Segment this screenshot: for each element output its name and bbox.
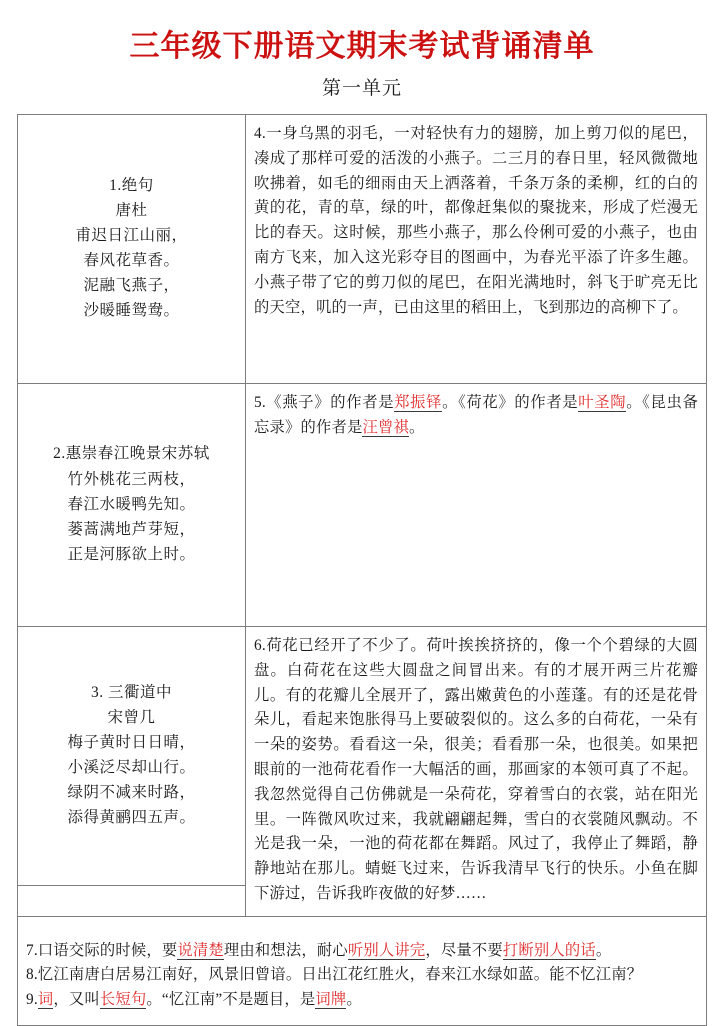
- passage-cell-5: [246, 384, 707, 627]
- poem-3: [61, 672, 201, 841]
- note-7-seg-3: ，尽量不要: [425, 941, 503, 959]
- note-item-9: [26, 988, 698, 1013]
- poem-1-title: 1.绝句: [109, 176, 154, 194]
- table-row: [18, 627, 707, 886]
- notes-block: [18, 917, 706, 1025]
- table-row: [18, 916, 707, 1025]
- note-7-seg-2: 理由和想法，耐心: [223, 941, 348, 959]
- passage-cell-6: [246, 627, 707, 916]
- passage-5-seg-4: 。: [408, 418, 425, 436]
- poem-1: [69, 165, 193, 334]
- poem-3-line-1: 梅子黄时日日晴，: [67, 733, 196, 751]
- recitation-table: [17, 114, 707, 1026]
- poem-1-line-3: 泥融飞燕子，: [83, 277, 180, 295]
- poem-3-line-2: 小溪泛尽却山行。: [67, 758, 196, 776]
- poem-1-line-2: 春风花草香。: [83, 252, 180, 270]
- poem-2-line-1: 竹外桃花三两枝，: [67, 470, 196, 488]
- table-row: [18, 384, 707, 627]
- note-7-highlight-2: 听别人讲完: [347, 941, 426, 959]
- note-9-seg-4: 。: [346, 991, 362, 1009]
- poem-cell-3: [18, 627, 246, 886]
- poem-2-line-2: 春江水暖鸭先知。: [67, 495, 196, 513]
- note-item-7: [26, 939, 698, 964]
- passage-5-author-3: 汪曾祺: [362, 418, 409, 436]
- note-7-seg-1: 7.口语交际的时候，要: [26, 941, 178, 959]
- passage-5-seg-3: 。《昆虫备忘录》的作者是: [254, 394, 698, 436]
- note-item-8: 8.忆江南唐白居易江南好，风景旧曾谙。日出江花红胜火，春来江水绿如蓝。能不忆江南？: [26, 966, 643, 984]
- note-7-highlight-1: 说清楚: [177, 941, 224, 959]
- poem-2-line-3: 蒌蒿满地芦芽短，: [67, 520, 196, 538]
- poem-1-line-1: 甫迟日江山丽，: [75, 227, 188, 245]
- table-row: [18, 115, 707, 384]
- note-7-highlight-3: 打断别人的话: [502, 941, 596, 959]
- poem-cell-2: [18, 384, 246, 627]
- passage-5-author-1: 郑振铎: [394, 394, 443, 412]
- passage-5-seg-1: 5.《燕子》的作者是: [254, 394, 395, 412]
- note-7-seg-4: 。: [595, 941, 612, 959]
- poem-1-line-4: 沙暖睡鸳鸯。: [83, 302, 180, 320]
- poem-cell-1: [18, 115, 246, 384]
- page-title: 三年级下册语文期末考试背诵清单: [129, 30, 595, 63]
- poem-1-author: 唐杜: [115, 201, 148, 219]
- passage-5-author-2: 叶圣陶: [578, 394, 627, 412]
- note-9-highlight-1: 词: [37, 991, 54, 1009]
- poem-cell-empty: [18, 885, 246, 916]
- note-9-seg-2: ，又叫: [53, 991, 100, 1009]
- passage-5-seg-2: 。《荷花》的作者是: [442, 394, 579, 412]
- poem-3-title: 3. 三衢道中: [90, 683, 172, 701]
- poem-3-author: 宋曾几: [107, 708, 156, 726]
- passage-4-text: 4.一身乌黑的羽毛，一对轻快有力的翅膀，加上剪刀似的尾巴，凑成了那样可爱的活泼的小燕子。二三月的春日里，轻风微微地吹拂着，如毛的细雨由天上洒落着，千条万条的柔柳，红的白的黄的花，青的草，绿的叶，都像赶集似的聚拢来，形成了烂漫无比的春天。这时候，那些小燕子，那么伶俐可爱的小燕子，也由南方飞来，加入这光彩夺目的图画中，为春光平添了许多生趣。小燕子带了它的剪刀似的尾巴，在阳光满地时，斜飞于旷亮无比的天空，叽的一声，已由这里的稻田上，飞到那边的高柳下了。: [254, 125, 698, 316]
- poem-3-line-3: 绿阴不减来时路，: [67, 784, 196, 802]
- passage-cell-4: [246, 115, 707, 384]
- notes-cell: [18, 916, 707, 1025]
- unit-subtitle: 第一单元: [321, 77, 402, 99]
- passage-5-text: [246, 384, 706, 450]
- poem-2: [47, 433, 216, 577]
- note-9-seg-1: 9.: [26, 991, 38, 1009]
- note-9-highlight-3: 词牌: [315, 991, 347, 1009]
- poem-2-title: 2.惠崇春江晚景宋苏轼: [53, 445, 210, 463]
- note-9-seg-3: 。“忆江南”不是题目，是: [146, 991, 316, 1009]
- passage-6-text: 6.荷花已经开了不少了。荷叶挨挨挤挤的，像一个个碧绿的大圆盘。白荷花在这些大圆盘之间冒出来。有的才展开两三片花瓣儿。有的花瓣儿全展开了，露出嫩黄色的小莲蓬。有的还是花骨朵儿，看起来饱胀得马上要破裂似的。这么多的白荷花，一朵有一朵的姿势。看看这一朵，很美；看看那一朵，也很美。如果把眼前的一池荷花看作一大幅活的画，那画家的本领可真了不起。我忽然觉得自己仿佛就是一朵荷花，穿着雪白的衣裳，站在阳光里。一阵微风吹过来，我就翩翩起舞，雪白的衣裳随风飘动。不光是我一朵，一池的荷花都在舞蹈。风过了，我停止了舞蹈，静静地站在那儿。蜻蜓飞过来，告诉我清早飞行的快乐。小鱼在脚下游过，告诉我昨夜做的好梦……: [254, 637, 698, 902]
- note-9-highlight-2: 长短句: [99, 991, 147, 1009]
- poem-3-line-4: 添得黄鹂四五声。: [67, 809, 196, 827]
- poem-2-line-4: 正是河豚欲上时。: [67, 545, 196, 563]
